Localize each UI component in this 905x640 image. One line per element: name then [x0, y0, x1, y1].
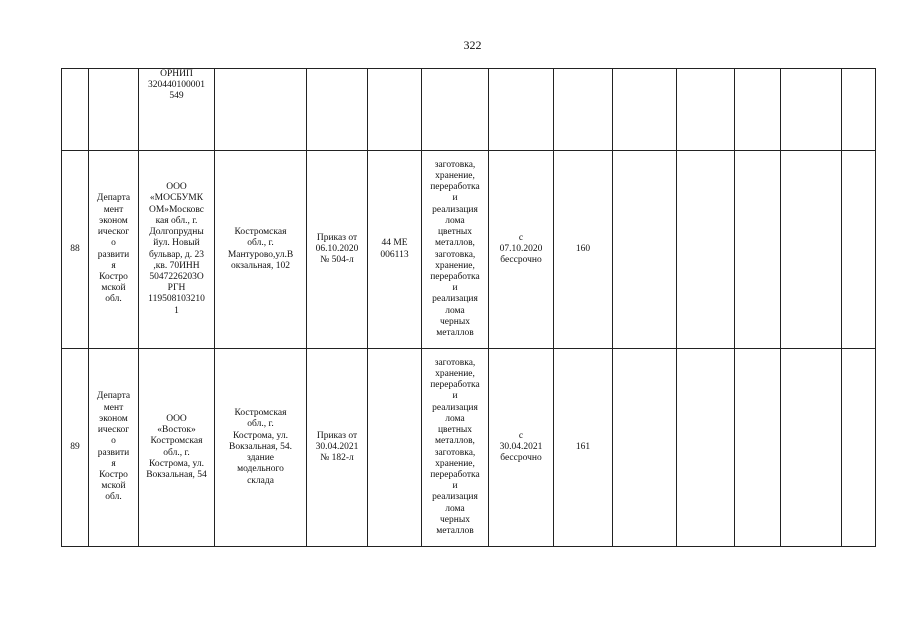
- organization-cell-line: ОМ»Московс: [148, 204, 204, 215]
- activity-cell-line: хранение,: [435, 369, 475, 380]
- activity-cell-line: лома: [445, 305, 465, 316]
- activity-cell-line: реализация: [432, 402, 478, 413]
- activity-cell-line: и: [452, 193, 458, 204]
- activity-cell-line: реализация: [432, 204, 478, 215]
- validity-term-cell: [489, 349, 554, 547]
- site-address-cell: [215, 69, 307, 151]
- licensing-authority-cell-line: Костро: [99, 469, 128, 480]
- order-cell: [307, 151, 368, 349]
- registry-number-cell: 161: [554, 349, 613, 547]
- validity-term-cell: [489, 151, 554, 349]
- empty-cell: [735, 69, 781, 151]
- license-number-cell-line: 44 МЕ: [381, 238, 408, 249]
- organization-cell: [139, 151, 215, 349]
- organization-cell-line: 1: [174, 305, 179, 316]
- organization-cell-line: 5047226203О: [149, 271, 204, 282]
- row-number-cell: [62, 69, 89, 151]
- order-cell-line: Приказ от: [316, 430, 358, 441]
- organization-cell-line: 549: [169, 91, 184, 102]
- empty-cell: [613, 69, 677, 151]
- activity-cell-line: хранение,: [435, 458, 475, 469]
- activity-cell-line: металлов,: [435, 238, 475, 249]
- licensing-authority-cell-line: я: [111, 458, 116, 469]
- organization-cell-line: 320440100001: [148, 80, 205, 91]
- validity-term-cell-line: 30.04.2021: [499, 441, 543, 452]
- empty-cell: [842, 349, 876, 547]
- row-number-cell: 88: [62, 151, 89, 349]
- activity-cell: [422, 349, 489, 547]
- validity-term-cell-line: бессрочно: [500, 453, 542, 464]
- activity-cell-line: переработка: [430, 271, 480, 282]
- organization-cell-line: обл., г.: [163, 447, 190, 458]
- site-address-cell-line: Мантурово,ул.В: [227, 249, 294, 260]
- site-address-cell-line: Вокзальная, 54.: [229, 441, 292, 452]
- activity-cell-line: металлов: [436, 327, 474, 338]
- licensing-authority-cell-line: мент: [103, 402, 124, 413]
- license-number-cell: [368, 151, 422, 349]
- validity-term-cell-line: бессрочно: [500, 255, 542, 266]
- validity-term-cell-line: с: [518, 430, 524, 441]
- activity-cell-line: лома: [445, 413, 465, 424]
- activity-cell-line: и: [452, 283, 458, 294]
- registry-number-cell: 160: [554, 151, 613, 349]
- activity-cell-line: лома: [445, 215, 465, 226]
- organization-cell-line: «МОСБУМК: [149, 193, 204, 204]
- licensing-authority-cell-line: мской: [101, 283, 126, 294]
- organization-cell-line: Костромская: [150, 436, 203, 447]
- activity-cell-line: переработка: [430, 380, 480, 391]
- site-address-cell-line: модельного: [237, 464, 284, 475]
- license-number-cell-line: 006113: [380, 249, 409, 260]
- organization-cell-line: ООО: [166, 413, 187, 424]
- activity-cell-line: переработка: [430, 469, 480, 480]
- empty-cell: [842, 69, 876, 151]
- order-cell: [307, 69, 368, 151]
- license-number-cell: [368, 69, 422, 151]
- licensing-authority-cell-line: эконом: [99, 215, 128, 226]
- activity-cell-line: заготовка,: [434, 447, 476, 458]
- licensing-authority-cell-line: я: [111, 260, 116, 271]
- validity-term-cell-line: с: [518, 232, 524, 243]
- activity-cell-line: хранение,: [435, 171, 475, 182]
- validity-term-cell: [489, 69, 554, 151]
- site-address-cell-line: Костромская: [234, 227, 287, 238]
- organization-cell: [139, 69, 215, 151]
- empty-cell: [842, 151, 876, 349]
- activity-cell-line: реализация: [432, 294, 478, 305]
- organization-cell-line: ,кв. 70ИНН: [153, 260, 200, 271]
- order-cell: [307, 349, 368, 547]
- order-cell-line: № 182-л: [320, 453, 354, 464]
- organization-cell-line: бульвар, д. 23: [148, 249, 205, 260]
- site-address-cell-line: обл., г.: [247, 419, 274, 430]
- activity-cell: [422, 151, 489, 349]
- empty-cell: [677, 69, 735, 151]
- empty-cell: [735, 349, 781, 547]
- table-row: [62, 69, 876, 151]
- licensing-authority-cell-line: Костро: [99, 271, 128, 282]
- empty-cell: [677, 349, 735, 547]
- activity-cell-line: металлов,: [435, 436, 475, 447]
- licensing-authority-cell-line: о: [111, 238, 116, 249]
- empty-cell: [781, 69, 842, 151]
- activity-cell-line: цветных: [437, 425, 473, 436]
- activity-cell-line: заготовка,: [434, 159, 476, 170]
- activity-cell-line: заготовка,: [434, 357, 476, 368]
- licensing-authority-cell-line: Департа: [96, 391, 131, 402]
- site-address-cell: [215, 349, 307, 547]
- site-address-cell-line: здание: [246, 453, 274, 464]
- organization-cell-line: ООО: [166, 182, 187, 193]
- activity-cell-line: лома: [445, 503, 465, 514]
- order-cell-line: № 504-л: [320, 255, 354, 266]
- table-row: [62, 151, 876, 349]
- order-cell-line: 06.10.2020: [315, 243, 359, 254]
- empty-cell: [781, 349, 842, 547]
- licensing-authority-cell-line: мской: [101, 481, 126, 492]
- validity-term-cell-line: 07.10.2020: [499, 243, 543, 254]
- licensing-authority-cell: [89, 349, 139, 547]
- licensing-authority-cell-line: Департа: [96, 193, 131, 204]
- table-row: [62, 349, 876, 547]
- licensing-authority-cell: [89, 69, 139, 151]
- empty-cell: [735, 151, 781, 349]
- activity-cell-line: реализация: [432, 492, 478, 503]
- activity-cell-line: хранение,: [435, 260, 475, 271]
- organization-cell-line: 119508103210: [148, 294, 205, 305]
- site-address-cell-line: обл., г.: [247, 238, 274, 249]
- row-number-cell: 89: [62, 349, 89, 547]
- organization-cell-line: йул. Новый: [153, 238, 200, 249]
- licensing-authority-cell-line: мент: [103, 204, 124, 215]
- license-number-cell: [368, 349, 422, 547]
- site-address-cell: [215, 151, 307, 349]
- organization-cell-line: РГН: [167, 283, 186, 294]
- licensing-authority-cell: [89, 151, 139, 349]
- organization-cell-line: Кострома, ул.: [148, 458, 204, 469]
- activity-cell-line: и: [452, 391, 458, 402]
- licensing-authority-cell-line: обл.: [105, 492, 122, 503]
- empty-cell: [613, 151, 677, 349]
- licensing-authority-cell-line: развити: [97, 447, 130, 458]
- activity-cell-line: черных: [440, 514, 470, 525]
- site-address-cell-line: Костромская: [234, 408, 287, 419]
- site-address-cell-line: склада: [247, 475, 274, 486]
- activity-cell-line: переработка: [430, 182, 480, 193]
- registry-number-cell: [554, 69, 613, 151]
- activity-cell-line: металлов: [436, 525, 474, 536]
- empty-cell: [677, 151, 735, 349]
- activity-cell-line: черных: [440, 316, 470, 327]
- organization-cell-line: «Восток»: [157, 425, 196, 436]
- organization-cell-line: кая обл., г.: [155, 215, 198, 226]
- activity-cell-line: заготовка,: [434, 249, 476, 260]
- order-cell-line: 30.04.2021: [315, 441, 359, 452]
- activity-cell-line: и: [452, 481, 458, 492]
- registry-table: [61, 68, 876, 547]
- activity-cell-line: цветных: [437, 227, 473, 238]
- licensing-authority-cell-line: обл.: [105, 294, 122, 305]
- order-cell-line: Приказ от: [316, 232, 358, 243]
- empty-cell: [781, 151, 842, 349]
- licensing-authority-cell-line: развити: [97, 249, 130, 260]
- organization-cell-line: Вокзальная, 54: [146, 469, 207, 480]
- activity-cell: [422, 69, 489, 151]
- licensing-authority-cell-line: ическог: [97, 425, 130, 436]
- licensing-authority-cell-line: эконом: [99, 413, 128, 424]
- licensing-authority-cell-line: о: [111, 436, 116, 447]
- organization-cell: [139, 349, 215, 547]
- site-address-cell-line: Кострома, ул.: [232, 430, 288, 441]
- organization-cell-line: ОРНИП: [160, 69, 193, 79]
- organization-cell-line: Долгопрудны: [149, 227, 204, 238]
- page-number: 322: [463, 38, 482, 52]
- site-address-cell-line: окзальная, 102: [230, 260, 291, 271]
- licensing-authority-cell-line: ическог: [97, 227, 130, 238]
- empty-cell: [613, 349, 677, 547]
